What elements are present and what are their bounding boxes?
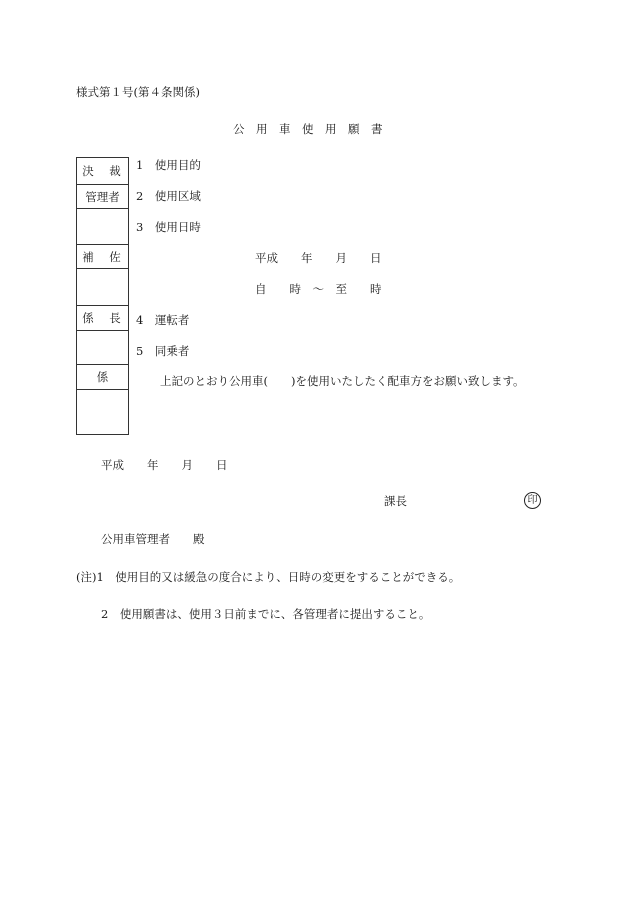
note-1: (注)1 使用目的又は緩急の度合により、日時の変更をすることができる。 — [76, 570, 461, 584]
approval-box-assistant-stamp — [77, 269, 128, 306]
approval-box-staff-stamp — [77, 390, 128, 434]
approval-box-final: 決 裁 — [77, 158, 128, 185]
item-purpose: 1 使用目的 — [136, 158, 201, 172]
approval-box-chief-stamp — [77, 331, 128, 365]
approval-box-chief: 係 長 — [77, 306, 128, 331]
approval-box-manager-stamp — [77, 209, 128, 245]
item-driver: 4 運転者 — [136, 313, 190, 327]
approval-stamp-table — [76, 157, 129, 435]
addressee: 公用車管理者 殿 — [101, 532, 205, 546]
form-number: 様式第１号(第４条関係) — [76, 85, 200, 99]
section-chief-label: 課長 — [384, 494, 407, 508]
request-text: 上記のとおり公用車( )を使用いたしたく配車方をお願い致します。 — [160, 374, 525, 388]
approval-box-staff: 係 — [77, 365, 128, 390]
item-area: 2 使用区域 — [136, 189, 201, 203]
item-passengers: 5 同乗者 — [136, 344, 190, 358]
document-title: 公 用 車 使 用 願 書 — [233, 122, 383, 136]
time-row: 自 時 ～ 至 時 — [255, 282, 382, 296]
item-datetime: 3 使用日時 — [136, 220, 201, 234]
date-row: 平成 年 月 日 — [255, 251, 382, 265]
approval-box-assistant: 補 佐 — [77, 245, 128, 269]
seal-mark: 印 — [524, 492, 541, 509]
approval-box-manager: 管理者 — [77, 185, 128, 209]
signature-date: 平成 年 月 日 — [101, 458, 228, 472]
note-2: 2 使用願書は、使用３日前までに、各管理者に提出すること。 — [101, 607, 431, 621]
